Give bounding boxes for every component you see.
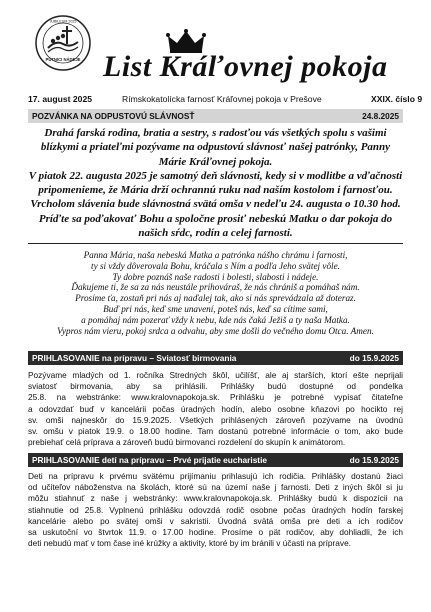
- text-line: a odovzdať buď v kancelárii počas úradných hodín, alebo osobne kňazovi po hocikto rej: [28, 403, 403, 414]
- jubilee-logo: [34, 14, 92, 72]
- text-line: sa uskutoční vo štvrtok 11.9. o 17.00 hodine. Prosíme o pät rodičov, aby dohliadli, že ich: [28, 527, 403, 538]
- prayer-line: Vypros nám vieru, pokoj srdca a odvahu, aby sme došli do večného domu Otca. Amen.: [57, 325, 374, 336]
- prayer-line: Panna Mária, naša nebeská Matka a patrónka nášho chrámu i farnosti,: [83, 250, 348, 260]
- text-line: sv. omši najneskôr do 15.9.2025. Všetkých prihlásených zároveň pozývame na úvodnú: [28, 414, 403, 425]
- text-line: sviatosť birmovania, aby sa prihlásili. Prihlášky budú dostupné od pondelka: [28, 381, 403, 392]
- text-line: 25.8. na webstránke: www.kralovnapokoja.sk. Prihlášku je potrebné vypísať čitateľne: [28, 392, 403, 403]
- section-title: PRIHLASOVANIE na prípravu – Sviatosť birmovania: [32, 353, 237, 363]
- issue-number: XXIX. číslo 9: [371, 94, 423, 104]
- prayer-line: a pomáhaj nám pozerať vždy k nebu, kde nás čaká Ježiš a ty naša Matka.: [81, 314, 350, 325]
- prayer-line: Buď pri nás, keď sme unavení, poteš nás, keď sa cítime sami,: [103, 303, 328, 314]
- prayer: [28, 250, 403, 336]
- eucharist-section-bar: [28, 453, 403, 467]
- parish-name: Rímskokatolícka farnosť Kráľovnej pokoja v Prešove: [122, 94, 322, 104]
- invitation-date: 24.8.2025: [362, 111, 399, 121]
- text-line: Deti na prípravu k prvému svätému prijímaniu prihlasujú ich rodičia. Prihlášky dostanú žiaci: [28, 471, 403, 481]
- eucharist-section-text: [28, 471, 403, 549]
- section-deadline: do 15.9.2025: [349, 455, 399, 465]
- invitation-bar: [28, 109, 403, 123]
- text-line: sv. omšu v piatok 19.9. o 18.00 hodine. Tam dostanú potrebné informácie o tom, ako bude: [28, 426, 403, 437]
- invitation-paragraph: V piatok 22. augusta 2025 je samotný deň slávnosti, kedy si v modlitbe a vďačnosti pripomenieme, že Mária drží ochrannú ruku nad naším kostolom i farnosťou. Vrcholom slávenia bude slávnostná svätá omša v nedeľu 24. augusta o 10.30 hod. Príďte sa poďakovať Bohu a spoločne prosiť nebeskú Matku o dar pokoja do našich sŕdc, rodín a celej farnosti.: [28, 169, 403, 240]
- text-line: stiahnutie od 25.8. Vyplnenú prihlášku odovzdá rodič osobne počas úradných hodín farskej: [28, 504, 403, 515]
- prayer-line: Prosíme ťa, zostaň pri nás aj naďalej tak, ako si nás sprevádzala až doteraz.: [75, 293, 356, 304]
- text-line: môžu stiahnuť z naše j webstránky: www.kralovnapokoja.sk. Prihlášky budú k dispozícii na: [28, 493, 403, 504]
- issue-date: 17. august 2025: [28, 94, 93, 104]
- text-line: deti nebudú mať v tom čase iné krúžky a aktivity, ktoré by im bránili v účasti na príprave.: [28, 538, 351, 549]
- svg-text:JUBILEUM 2025: JUBILEUM 2025: [49, 19, 77, 24]
- svg-text:PÚTNICI NÁDEJE: PÚTNICI NÁDEJE: [45, 57, 81, 62]
- text-line: prebiehať celá príprava a zároveň budú birmovanci rozdelení do skupín k animátorom.: [28, 437, 346, 448]
- prayer-line: ty si vždy dôverovala Bohu, kráčala s Ním a podľa Jeho svätej vôle.: [91, 260, 340, 271]
- invitation-label: POZVÁNKA NA ODPUSTOVÚ SLÁVNOSŤ: [32, 111, 195, 121]
- confirmation-section-text: [28, 370, 403, 448]
- divider: [28, 243, 403, 244]
- confirmation-section-bar: [28, 351, 403, 365]
- text-line: Pozývame mladých od 1. ročníka Stredných škôl, učilíšť, ale aj starších, ktorí ešte neprijali: [28, 370, 403, 380]
- section-deadline: do 15.9.2025: [349, 353, 399, 363]
- invitation-paragraph: Drahá farská rodina, bratia a sestry, s radosťou vás všetkých spolu s vašimi blízkymi a priateľmi pozývame na odpustovú slávnosť našej patrónky, Panny Márie Kráľovnej pokoja.: [40, 127, 391, 168]
- text-line: od učiteľov náboženstva na školách, ktoré sú na území naše j farnosti. Deti z iných škôl si ju: [28, 482, 403, 493]
- invitation-text: [28, 126, 403, 240]
- newsletter-title: List Kráľovnej pokoja: [103, 50, 388, 83]
- text-line: kancelárie alebo po svätej omši v sakristii. Úvodná svätá omša pre deti a ich rodičov: [28, 515, 403, 526]
- prayer-line: Ďakujeme ti, že sa za nás neustále prihováraš, že nás chrániš a pomáhaš nám.: [71, 282, 360, 293]
- section-title: PRIHLASOVANIE detí na prípravu – Prvé prijatie eucharistie: [32, 455, 267, 465]
- prayer-line: Ty dobre poznáš naše radosti i bolesti, slabosti i nádeje.: [112, 271, 319, 282]
